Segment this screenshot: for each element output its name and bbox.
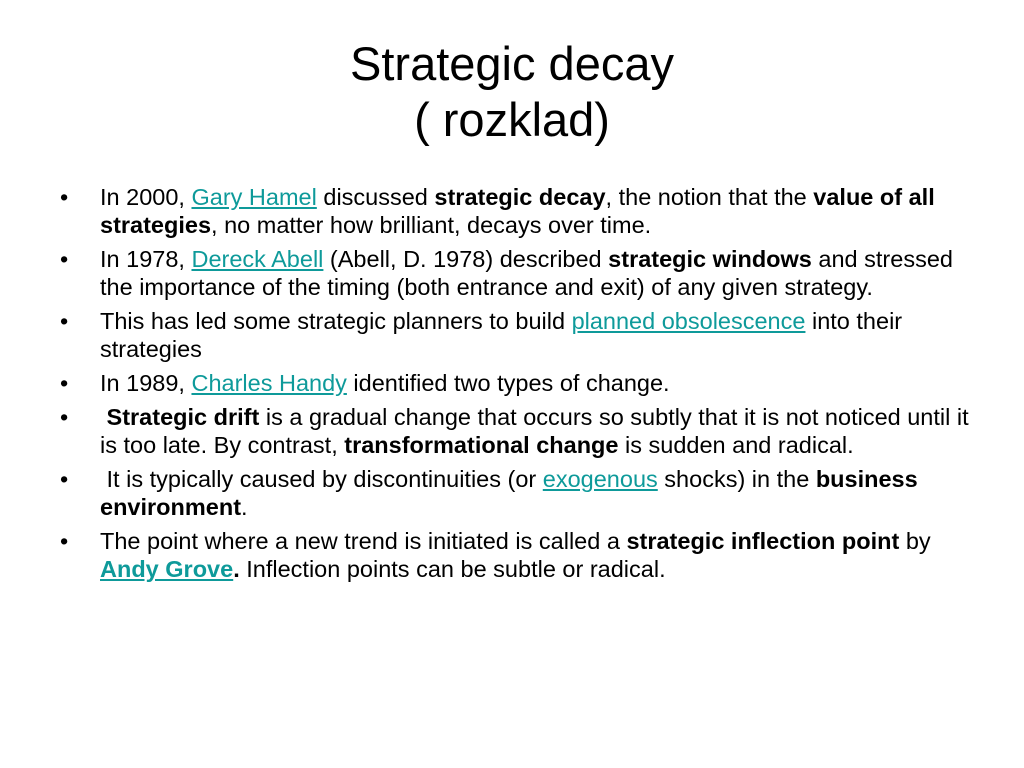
- bullet-icon: •: [60, 370, 69, 396]
- bullet-text: discussed: [316, 184, 435, 210]
- bullet-text: and stressed the importance of the timing (both entrance and exit) of any given strategy.: [100, 246, 953, 300]
- bullet-text: shocks) in the: [657, 466, 816, 492]
- bold-term: .: [233, 556, 240, 582]
- bullet-icon: •: [60, 246, 69, 272]
- bullet-text: In 1989,: [100, 370, 192, 396]
- bold-term: transformational change: [344, 432, 619, 458]
- bullet-text: is sudden and radical.: [618, 432, 854, 458]
- bullet-text: .: [241, 494, 248, 520]
- bullet-text: , the notion that the: [605, 184, 814, 210]
- bullet-text: In 2000,: [100, 184, 192, 210]
- bullet-list: [60, 183, 975, 589]
- link-andy-grove[interactable]: Andy Grove: [100, 556, 234, 582]
- bullet-text: into their strategies: [100, 308, 903, 362]
- bullet-icon: •: [60, 184, 69, 210]
- slide-title: [0, 36, 1024, 148]
- bullet-text: It is typically caused by discontinuities (or: [106, 466, 543, 492]
- slide-title-line-2: ( rozklad): [414, 93, 610, 146]
- bold-term: business environment: [100, 466, 918, 520]
- bullet-item: [60, 245, 975, 301]
- bullet-text: is a gradual change that occurs so subtly that it is not noticed until it is too late. By contrast,: [100, 404, 969, 458]
- bullet-text: Inflection points can be subtle or radical.: [239, 556, 666, 582]
- bullet-item: [60, 369, 975, 397]
- bold-term: Strategic drift: [106, 404, 260, 430]
- link-planned-obsolescence[interactable]: planned obsolescence: [571, 308, 806, 334]
- bullet-item: [60, 403, 975, 459]
- bullet-text: , no matter how brilliant, decays over time.: [211, 212, 652, 238]
- link-dereck-abell[interactable]: Dereck Abell: [191, 246, 324, 272]
- link-charles-handy[interactable]: Charles Handy: [191, 370, 347, 396]
- slide-title-line-1: Strategic decay: [350, 37, 674, 90]
- bullet-item: [60, 183, 975, 239]
- bullet-text: In 1978,: [100, 246, 192, 272]
- bold-term: value of all strategies: [100, 184, 935, 238]
- bullet-icon: •: [60, 404, 69, 430]
- bullet-icon: •: [60, 528, 69, 554]
- bold-term: strategic inflection point: [626, 528, 900, 554]
- bullet-text: by: [899, 528, 931, 554]
- link-exogenous[interactable]: exogenous: [542, 466, 658, 492]
- bullet-icon: •: [60, 308, 69, 334]
- bullet-item: [60, 465, 975, 521]
- bullet-text: (Abell, D. 1978) described: [323, 246, 609, 272]
- bullet-item: [60, 527, 975, 583]
- bold-term: strategic decay: [434, 184, 606, 210]
- bullet-text: identified two types of change.: [346, 370, 670, 396]
- bullet-text: This has led some strategic planners to build: [100, 308, 572, 334]
- bold-term: strategic windows: [608, 246, 812, 272]
- bullet-text: The point where a new trend is initiated is called a: [100, 528, 627, 554]
- link-gary-hamel[interactable]: Gary Hamel: [191, 184, 317, 210]
- bullet-icon: •: [60, 466, 69, 492]
- bullet-item: [60, 307, 975, 363]
